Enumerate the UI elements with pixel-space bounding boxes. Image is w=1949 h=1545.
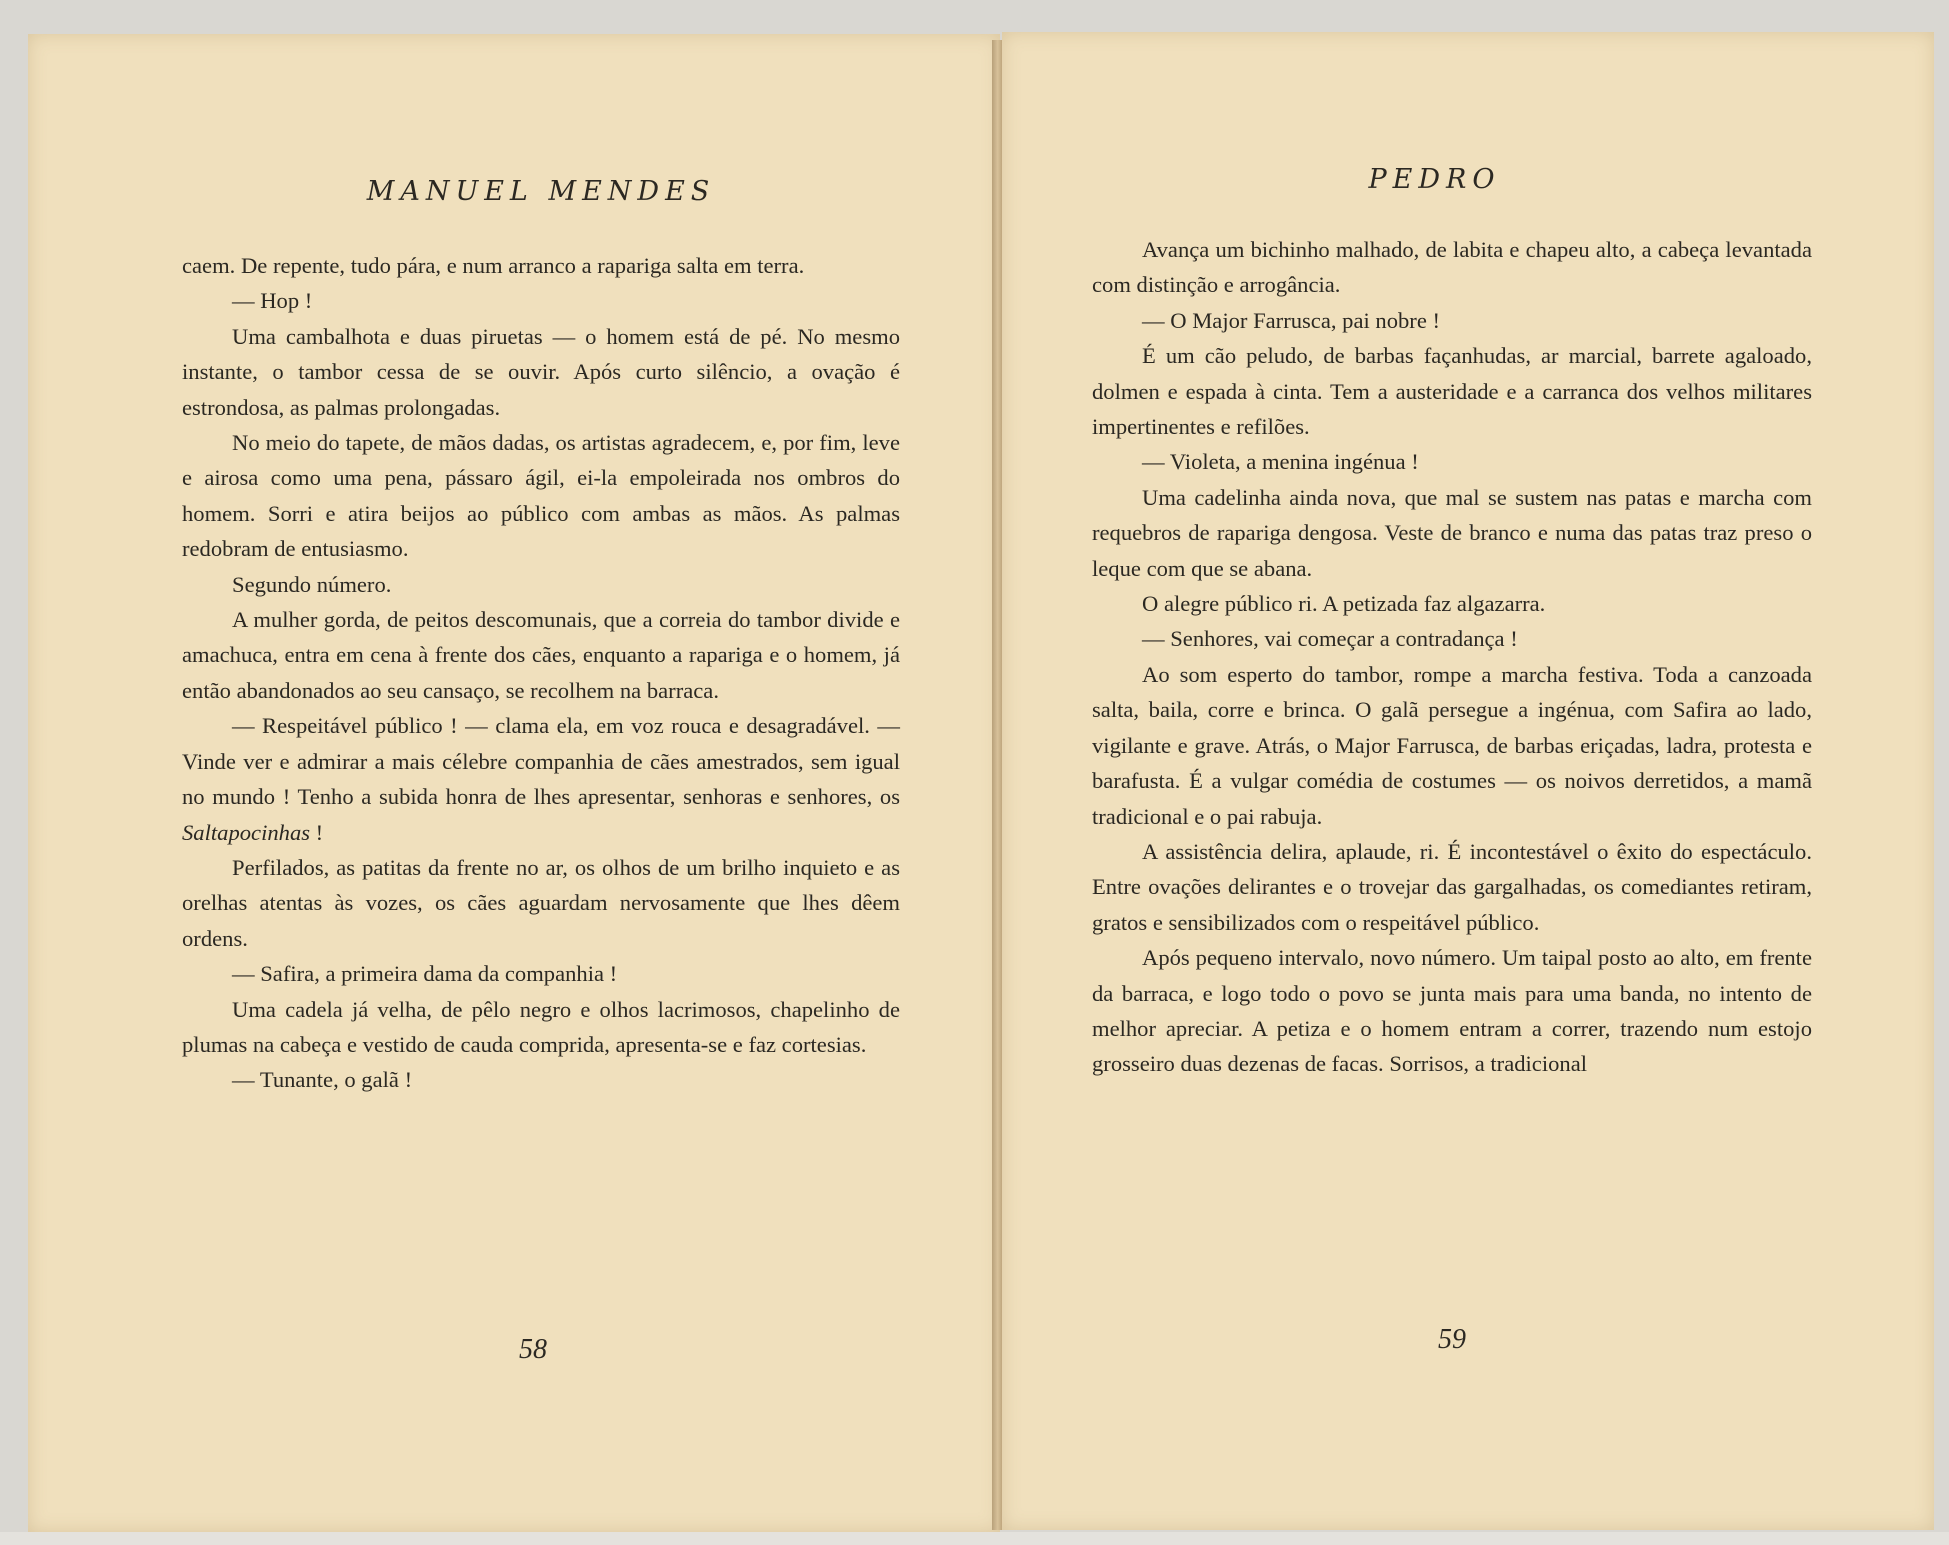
paragraph: — Hop ! bbox=[232, 288, 313, 314]
paragraph: — Violeta, a menina ingénua ! bbox=[1142, 449, 1419, 475]
scan-bottom-edge bbox=[0, 1532, 1949, 1545]
italic-word: Saltapocinhas bbox=[182, 819, 311, 845]
running-head-right: PEDRO bbox=[1368, 164, 1501, 195]
paragraph: — Tunante, o galã ! bbox=[232, 1067, 413, 1093]
paragraph: No meio do tapete, de mãos dadas, os artistas agradecem, e, por fim, leve e airosa como uma pena, pássaro ágil, ei-la empoleirada nos ombros do homem. Sorri e atira beijos ao público com ambas as mãos. As palmas redobram de entusiasmo. bbox=[182, 430, 900, 562]
paragraph: Uma cadelinha ainda nova, que mal se sustem nas patas e marcha com requebros de rapariga dengosa. Veste de branco e numa das patas traz preso o leque com que se abana. bbox=[1092, 484, 1812, 581]
paragraph: caem. De repente, tudo pára, e num arranco a rapariga salta em terra. bbox=[182, 253, 805, 278]
paragraph: Perfilados, as patitas da frente no ar, os olhos de um brilho inquieto e as orelhas atentas às vozes, os cães aguardam nervosamente que lhes dêem ordens. bbox=[182, 854, 900, 951]
paragraph: Após pequeno intervalo, novo número. Um taipal posto ao alto, em frente da barraca, e logo todo o povo se junta mais para uma banda, no intento de melhor apreciar. A petiza e o homem entram a correr, trazendo num estojo grosseiro duas dezenas de facas. Sorrisos, a tradicional bbox=[1092, 945, 1812, 1077]
paragraph-with-italic bbox=[182, 708, 900, 850]
left-page bbox=[28, 34, 1000, 1532]
page-number-left: 58 bbox=[519, 1334, 547, 1365]
running-head-left: MANUEL MENDES bbox=[366, 176, 716, 207]
page-number-right: 59 bbox=[1438, 1324, 1466, 1355]
paragraph: Segundo número. bbox=[232, 571, 392, 597]
paragraph: Ao som esperto do tambor, rompe a marcha festiva. Toda a canzoada salta, baila, corre e brinca. O galã persegue a ingénua, com Safira ao lado, vigilante e grave. Atrás, o Major Farrusca, de barbas eriçadas, ladra, protesta e barafusta. É a vulgar comédia de costumes — os noivos derretidos, a mamã tradicional e o pai rabuja. bbox=[1092, 661, 1812, 829]
paragraph-text: — Respeitável público ! — clama ela, em voz rouca e desagradável. — Vinde ver e admirar a mais célebre companhia de cães amestrados, sem igual no mundo ! Tenho a subida honra de lhes apresentar, senhoras e senhores, os bbox=[182, 713, 900, 810]
paragraph: — Senhores, vai começar a contradança ! bbox=[1142, 626, 1518, 652]
paragraph: A assistência delira, aplaude, ri. É incontestável o êxito do espectáculo. Entre ovações delirantes e o trovejar das gargalhadas, os comediantes retiram, gratos e sensibilizados com o respeitável público. bbox=[1092, 838, 1812, 935]
paragraph: Uma cambalhota e duas piruetas — o homem está de pé. No mesmo instante, o tambor cessa de se ouvir. Após curto silêncio, a ovação é estrondosa, as palmas prolongadas. bbox=[182, 323, 900, 420]
italic-tail: ! bbox=[310, 819, 324, 845]
left-page-text bbox=[182, 248, 900, 1098]
right-page bbox=[1002, 32, 1934, 1530]
paragraph: Avança um bichinho malhado, de labita e chapeu alto, a cabeça levantada com distinção e arrogância. bbox=[1092, 237, 1812, 298]
paragraph: — Safira, a primeira dama da companhia ! bbox=[232, 961, 618, 987]
right-page-text bbox=[1092, 232, 1812, 1082]
paragraph: — O Major Farrusca, pai nobre ! bbox=[1142, 307, 1441, 333]
paragraph: Uma cadela já velha, de pêlo negro e olhos lacrimosos, chapelinho de plumas na cabeça e vestido de cauda comprida, apresenta-se e faz cortesias. bbox=[182, 996, 900, 1057]
paragraph: É um cão peludo, de barbas façanhudas, ar marcial, barrete agaloado, dolmen e espada à cinta. Tem a austeridade e a carranca dos velhos militares impertinentes e refilões. bbox=[1092, 343, 1812, 440]
paragraph: O alegre público ri. A petizada faz algazarra. bbox=[1142, 591, 1546, 617]
paragraph: A mulher gorda, de peitos descomunais, que a correia do tambor divide e amachuca, entra em cena à frente dos cães, enquanto a rapariga e o homem, já então abandonados ao seu cansaço, se recolhem na barraca. bbox=[182, 607, 900, 703]
